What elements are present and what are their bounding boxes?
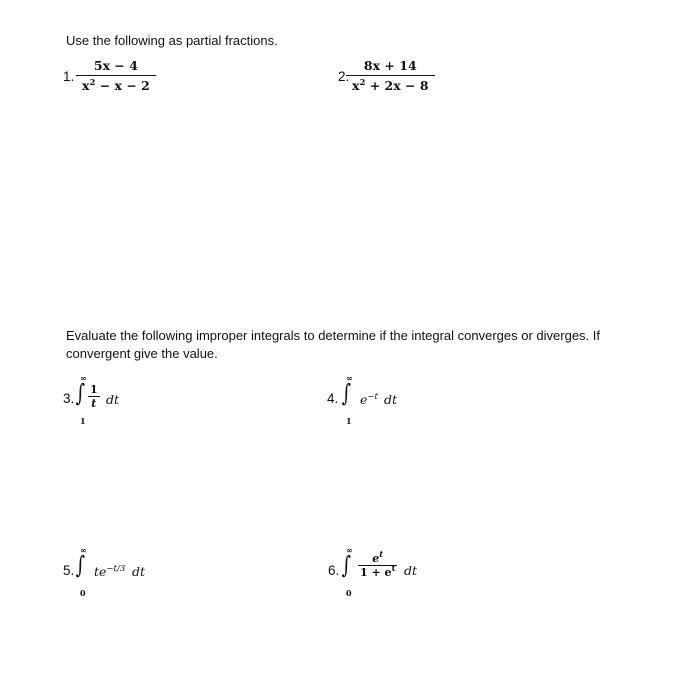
problem-3-label: 3. (63, 391, 75, 406)
integral-sign-icon: ∫ (75, 551, 85, 579)
instruction-partial-fractions: Use the following as partial fractions. (66, 33, 278, 48)
problem-2-numerator: 8x + 14 (363, 58, 417, 73)
problem-5-differential: dt (132, 564, 146, 579)
problem-1-denominator: $x^2 - x - 2$ (82, 78, 150, 93)
problem-2-label: 2. (338, 69, 350, 84)
problem-3-integrand (88, 383, 100, 410)
problem-5-integrand: $te^{-t/3}$ (94, 564, 126, 579)
problem-6-differential: dt (404, 563, 418, 578)
instruction-improper-integrals (66, 327, 666, 363)
problem-3-integrand-numerator: 1 (90, 383, 98, 396)
problem-6-integrand-numerator: $e^t$ (372, 550, 384, 565)
problem-3-upper-limit: ∞ (80, 373, 87, 383)
problem-5-lower-limit: 0 (80, 588, 86, 598)
integral-sign-icon: ∫ (341, 551, 351, 579)
problem-2-fraction (346, 58, 435, 93)
problem-4-differential: dt (384, 392, 398, 407)
problem-5-label: 5. (63, 563, 75, 578)
integral-sign-icon: ∫ (75, 379, 85, 407)
problem-2-denominator: $x^2 + 2x - 8$ (352, 78, 429, 93)
problem-6-upper-limit: ∞ (346, 545, 353, 555)
problem-6-label: 6. (328, 563, 340, 578)
problem-4-upper-limit: ∞ (346, 373, 353, 383)
problem-1-fraction (76, 58, 156, 93)
instruction-line-1: Evaluate the following improper integrals to determine if the integral converges or diverges. If (66, 328, 601, 343)
problem-5-upper-limit: ∞ (80, 545, 87, 555)
problem-4-label: 4. (327, 391, 339, 406)
instruction-line-2: convergent give the value. (66, 346, 218, 361)
problem-4-integrand: $e^{-t}$ (360, 392, 378, 407)
problem-1-label: 1. (63, 69, 75, 84)
problem-6-integrand (358, 552, 397, 579)
problem-3-lower-limit: 1 (80, 416, 86, 426)
integral-sign-icon: ∫ (341, 379, 351, 407)
problem-3-differential: dt (106, 392, 120, 407)
problem-1-numerator: 5x − 4 (93, 58, 138, 73)
problem-3-integrand-denominator: t (91, 397, 97, 410)
problem-6-lower-limit: 0 (346, 588, 352, 598)
problem-6-integrand-denominator: $1 + e^t$ (360, 564, 396, 579)
problem-4-lower-limit: 1 (346, 416, 352, 426)
